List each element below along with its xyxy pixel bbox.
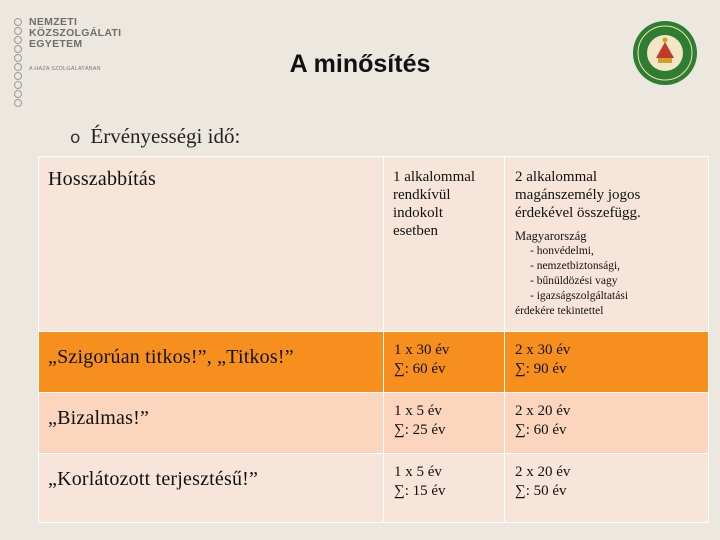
list-item: - nemzetbiztonsági, bbox=[530, 260, 621, 272]
table-header-row bbox=[39, 157, 709, 332]
row-col2-cell: 1 x 5 év ∑: 25 év bbox=[384, 393, 505, 454]
row-col3-cell: 2 x 20 év ∑: 50 év bbox=[505, 454, 709, 523]
classification-table bbox=[38, 156, 709, 523]
list-tail: érdekére tekintettel bbox=[515, 305, 604, 317]
header-label-cell: Hosszabbítás bbox=[39, 157, 384, 332]
bullet-text: Érvényességi idő: bbox=[90, 124, 241, 148]
header-col2-cell: 1 alkalommal rendkívül indokolt esetben bbox=[384, 157, 505, 332]
row-col3-cell: 2 x 30 év ∑: 90 év bbox=[505, 332, 709, 393]
row-label-cell: „Korlátozott terjesztésű!” bbox=[39, 454, 384, 523]
country-label: Magyarország bbox=[515, 229, 587, 243]
row-label-cell: „Szigorúan titkos!”, „Titkos!” bbox=[39, 332, 384, 393]
bullet-circle-icon: o bbox=[70, 128, 81, 148]
table-row bbox=[39, 454, 709, 523]
list-item: - honvédelmi, bbox=[530, 245, 594, 257]
row-col3-cell: 2 x 20 év ∑: 60 év bbox=[505, 393, 709, 454]
university-name: NEMZETI KÖZSZOLGÁLATI EGYETEM bbox=[29, 16, 122, 50]
row-col2-cell: 1 x 30 év ∑: 60 év bbox=[384, 332, 505, 393]
list-item: - bűnüldözési vagy bbox=[530, 275, 618, 287]
slide-title: A minősítés bbox=[289, 50, 431, 78]
table-row bbox=[39, 332, 709, 393]
list-item: - igazságszolgáltatási bbox=[530, 290, 629, 302]
bullet-item bbox=[70, 124, 240, 149]
row-label-cell: „Bizalmas!” bbox=[39, 393, 384, 454]
university-tagline: A HAZA SZOLGÁLATÁBAN bbox=[29, 66, 101, 72]
table-row bbox=[39, 393, 709, 454]
row-col2-cell: 1 x 5 év ∑: 15 év bbox=[384, 454, 505, 523]
header-col3-cell: 2 alkalommal magánszemély jogos érdekével összefügg. Magyarország - honvédelmi, - nemzetbiztonsági, - bűnüldözési vagy - igazságszolgáltatási érdekére tekintettel bbox=[505, 157, 709, 332]
